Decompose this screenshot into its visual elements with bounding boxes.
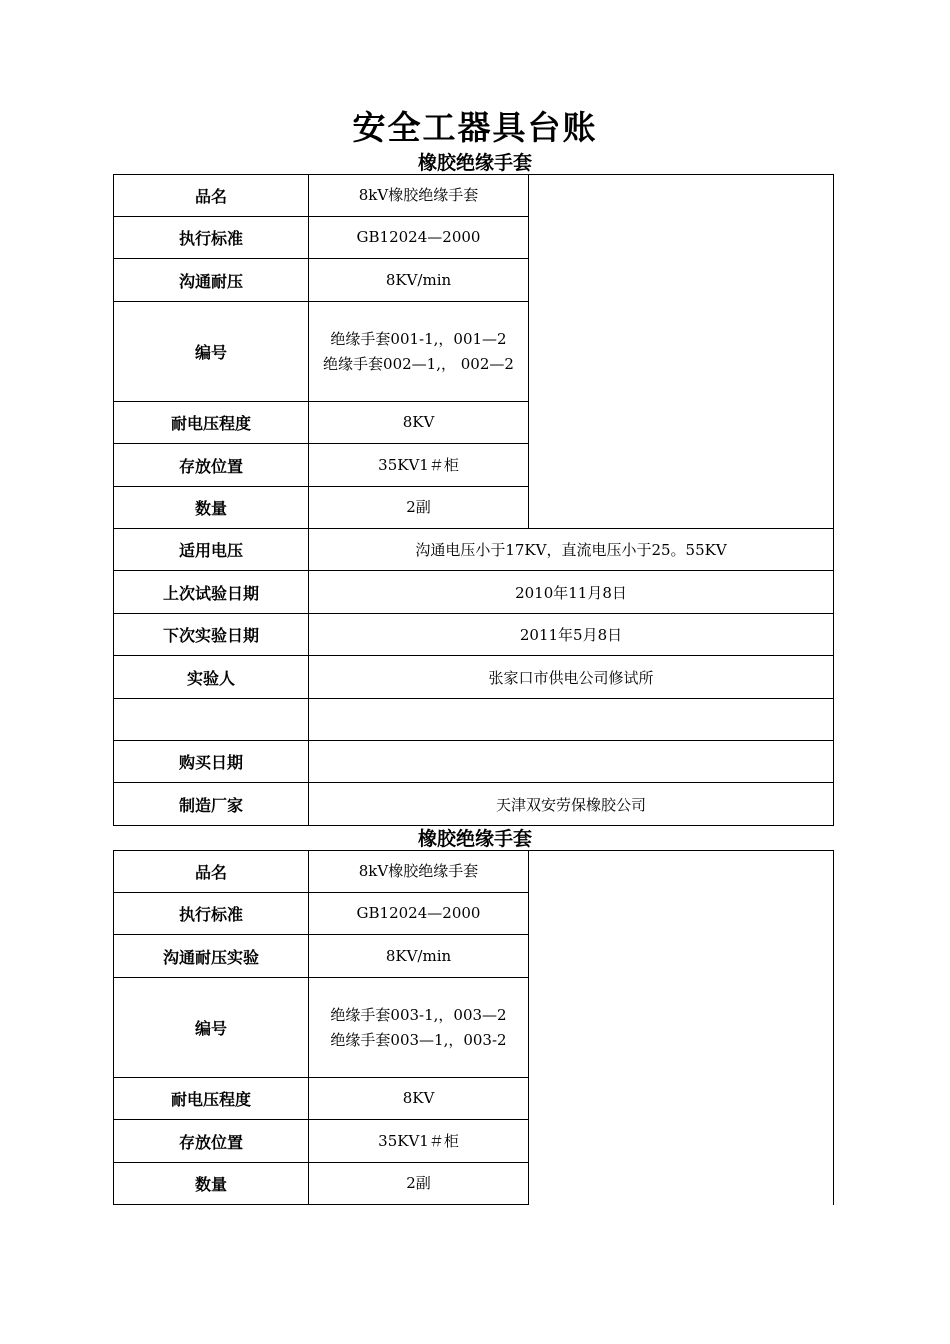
row-value-name: 8kV橡胶绝缘手套 (309, 851, 529, 893)
row-value-voltage-level: 8KV (309, 402, 529, 444)
row-label-applicable-voltage: 适用电压 (114, 529, 309, 571)
number-line-1: 绝缘手套003-1,，003—2 (330, 1005, 507, 1024)
equipment-table-2 (113, 850, 834, 1205)
row-value-storage: 35KV1＃柜 (309, 1120, 529, 1163)
row-value-standard: GB12024—2000 (309, 217, 529, 259)
row-value-quantity: 2副 (309, 487, 529, 529)
row-value-next-test: 2011年5月8日 (309, 614, 834, 656)
table-row (114, 175, 834, 217)
photo-area (529, 851, 834, 1205)
row-value-withstand: 8KV/min (309, 259, 529, 302)
number-line-2: 绝缘手套003—1,，003-2 (330, 1030, 507, 1049)
row-label-name: 品名 (114, 851, 309, 893)
row-label-storage: 存放位置 (114, 1120, 309, 1163)
row-label-number: 编号 (114, 302, 309, 402)
number-line-1: 绝缘手套001-1,，001—2 (330, 329, 507, 348)
table-row (114, 571, 834, 614)
table-row (114, 851, 834, 893)
row-label-standard: 执行标准 (114, 893, 309, 935)
row-value-last-test: 2010年11月8日 (309, 571, 834, 614)
row-value-tester: 张家口市供电公司修试所 (309, 656, 834, 699)
row-label-tester: 实验人 (114, 656, 309, 699)
table-row (114, 699, 834, 741)
table-row (114, 783, 834, 826)
photo-area (529, 175, 834, 529)
row-label-storage: 存放位置 (114, 444, 309, 487)
row-label-manufacturer: 制造厂家 (114, 783, 309, 826)
row-value-withstand: 8KV/min (309, 935, 529, 978)
row-label-voltage-level: 耐电压程度 (114, 1078, 309, 1120)
row-label-withstand: 沟通耐压实验 (114, 935, 309, 978)
number-line-2: 绝缘手套002—1,， 002—2 (323, 354, 514, 373)
table-row (114, 656, 834, 699)
row-value-applicable-voltage: 沟通电压小于17KV，直流电压小于25。55KV (309, 529, 834, 571)
document-title: 安全工器具台账 (352, 108, 598, 147)
row-label-name: 品名 (114, 175, 309, 217)
section-heading-2: 橡胶绝缘手套 (417, 828, 532, 850)
equipment-table-1 (113, 174, 834, 826)
row-label-quantity: 数量 (114, 487, 309, 529)
row-label-last-test: 上次试验日期 (114, 571, 309, 614)
table-row (114, 614, 834, 656)
row-value-name: 8kV橡胶绝缘手套 (309, 175, 529, 217)
row-value-number (309, 978, 529, 1078)
row-value-empty (309, 699, 834, 741)
row-label-standard: 执行标准 (114, 217, 309, 259)
row-label-purchase-date: 购买日期 (114, 741, 309, 783)
table-row (114, 529, 834, 571)
row-label-quantity: 数量 (114, 1163, 309, 1205)
row-label-next-test: 下次实验日期 (114, 614, 309, 656)
row-value-quantity: 2副 (309, 1163, 529, 1205)
section-heading-1: 橡胶绝缘手套 (417, 152, 532, 174)
row-label-voltage-level: 耐电压程度 (114, 402, 309, 444)
row-value-number (309, 302, 529, 402)
row-label-empty (114, 699, 309, 741)
row-label-withstand: 沟通耐压 (114, 259, 309, 302)
row-value-storage: 35KV1＃柜 (309, 444, 529, 487)
row-value-voltage-level: 8KV (309, 1078, 529, 1120)
row-value-purchase-date (309, 741, 834, 783)
row-value-manufacturer: 天津双安劳保橡胶公司 (309, 783, 834, 826)
row-value-standard: GB12024—2000 (309, 893, 529, 935)
table-row (114, 741, 834, 783)
row-label-number: 编号 (114, 978, 309, 1078)
